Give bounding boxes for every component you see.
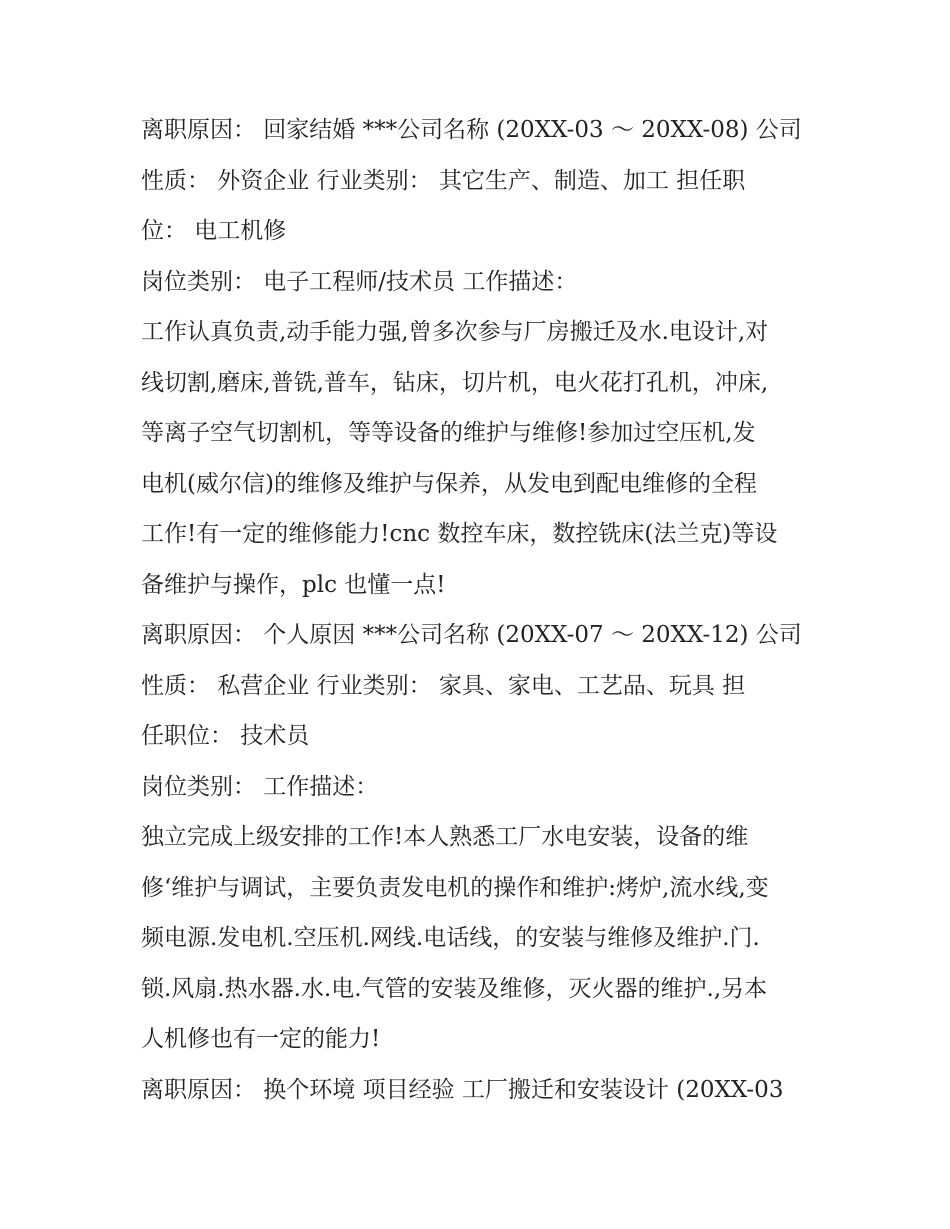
text-line: 离职原因： 回家结婚 ***公司名称 (20XX-03 ～ 20XX-08) 公司: [141, 117, 802, 143]
text-line: 频电源.发电机.空压机.网线.电话线，的安装与维修及维护.门.: [141, 925, 760, 951]
text-line: 性质： 私营企业 行业类别： 家具、家电、工艺品、玩具 担: [141, 672, 746, 699]
text-line: 修‘维护与调试，主要负责发电机的操作和维护:烤炉,流水线,变: [141, 874, 769, 901]
text-line: 工作!有一定的维修能力!cnc 数控车床，数控铣床(法兰克)等设: [141, 521, 778, 547]
text-line: 工作认真负责,动手能力强,曾多次参与厂房搬迁及水.电设计,对: [141, 319, 769, 345]
text-line: 电机(威尔信)的维修及维护与保养，从发电到配电维修的全程: [141, 470, 757, 497]
text-line: 性质： 外资企业 行业类别： 其它生产、制造、加工 担任职: [141, 167, 746, 194]
text-line: 位： 电工机修: [141, 218, 287, 244]
text-line: 备维护与操作，plc 也懂一点!: [141, 571, 446, 598]
document-body: [141, 105, 813, 1115]
text-line: 锁.风扇.热水器.水.电.气管的安装及维修，灭火器的维护.,另本: [141, 975, 768, 1002]
text-line: 等离子空气切割机，等等设备的维护与维修!参加过空压机,发: [141, 420, 756, 446]
text-line: 线切割,磨床,普铣,普车，钻床，切片机，电火花打孔机，冲床,: [141, 369, 769, 396]
text-line: 独立完成上级安排的工作!本人熟悉工厂水电安装，设备的维: [141, 824, 749, 850]
text-line: 任职位： 技术员: [141, 723, 310, 749]
text-line: 岗位类别： 工作描述：: [141, 773, 379, 800]
text-line: 人机修也有一定的能力!: [141, 1026, 381, 1052]
text-line: 离职原因： 换个环境 项目经验 工厂搬迁和安装设计 (20XX-03: [141, 1076, 784, 1103]
text-line: 离职原因： 个人原因 ***公司名称 (20XX-07 ～ 20XX-12) 公司: [141, 622, 802, 648]
text-line: 岗位类别： 电子工程师/技术员 工作描述：: [141, 268, 578, 295]
